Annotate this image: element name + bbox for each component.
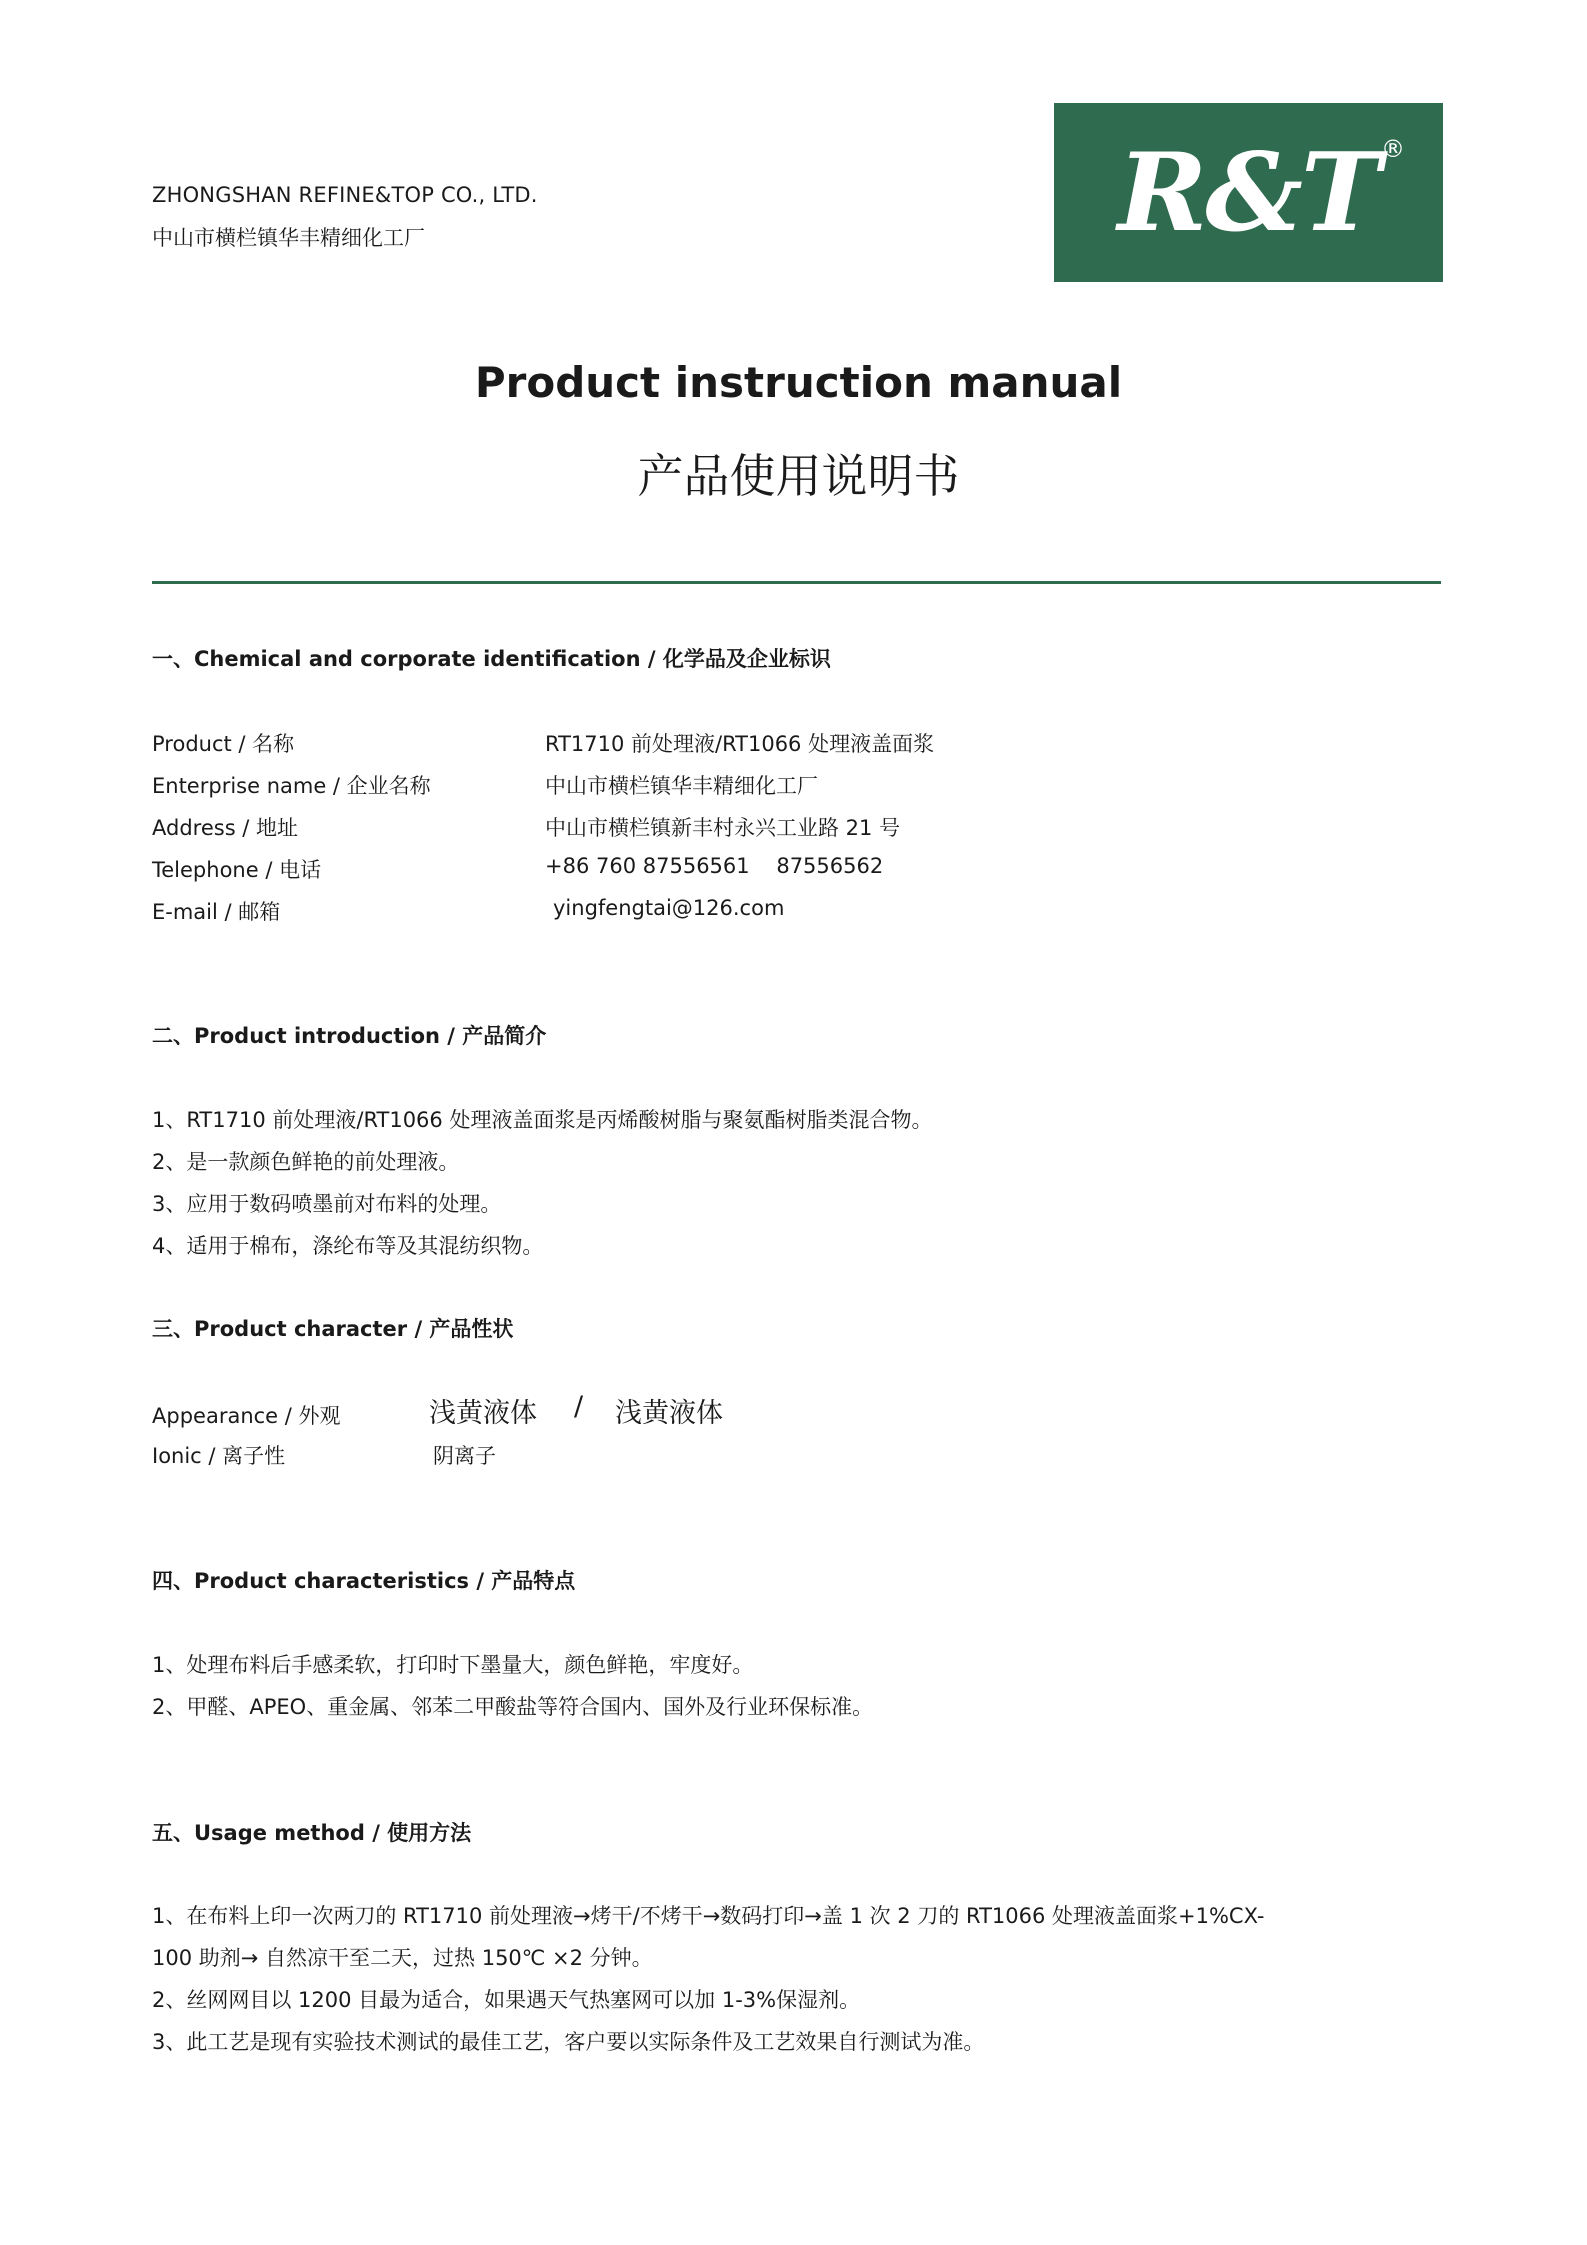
email-label: E-mail / 邮箱 xyxy=(152,900,281,924)
enterprise-value: 中山市横栏镇华丰精细化工厂 xyxy=(545,774,818,798)
product-label: Product / 名称 xyxy=(152,732,295,756)
address-label: Address / 地址 xyxy=(152,816,299,840)
brand-logo xyxy=(1054,103,1443,282)
list-item: 2、甲醛、APEO、重金属、邻苯二甲酸盐等符合国内、国外及行业环保标准。 xyxy=(152,1695,874,1719)
telephone-label: Telephone / 电话 xyxy=(152,858,322,882)
enterprise-label: Enterprise name / 企业名称 xyxy=(152,774,431,798)
list-item: 1、在布料上印一次两刀的 RT1710 前处理液→烤干/不烤干→数码打印→盖 1 次 2 刀的 RT1066 处理液盖面浆+1%CX- xyxy=(152,1904,1265,1928)
section-heading-usage: 五、Usage method / 使用方法 xyxy=(152,1821,472,1845)
appearance-value: 浅黄液体 xyxy=(429,1398,537,1429)
section-heading-characteristics: 四、Product characteristics / 产品特点 xyxy=(152,1569,576,1593)
appearance-value-2: 浅黄液体 xyxy=(615,1398,723,1429)
telephone-value: +86 760 87556561 87556562 xyxy=(545,854,884,878)
appearance-label: Appearance / 外观 xyxy=(152,1404,341,1428)
list-item: 2、是一款颜色鲜艳的前处理液。 xyxy=(152,1150,460,1174)
list-item: 1、RT1710 前处理液/RT1066 处理液盖面浆是丙烯酸树脂与聚氨酯树脂类混合物。 xyxy=(152,1108,933,1132)
product-value: RT1710 前处理液/RT1066 处理液盖面浆 xyxy=(545,732,935,756)
ionic-value: 阴离子 xyxy=(433,1444,496,1468)
header-divider xyxy=(152,581,1441,584)
ionic-label: Ionic / 离子性 xyxy=(152,1444,286,1468)
list-item: 3、此工艺是现有实验技术测试的最佳工艺，客户要以实际条件及工艺效果自行测试为准。 xyxy=(152,2030,985,2054)
section-heading-identification: 一、Chemical and corporate identification / 化学品及企业标识 xyxy=(152,647,831,671)
section-heading-character: 三、Product character / 产品性状 xyxy=(152,1317,514,1341)
list-item: 1、处理布料后手感柔软，打印时下墨量大，颜色鲜艳，牢度好。 xyxy=(152,1653,754,1677)
list-item: 4、适用于棉布，涤纶布等及其混纺织物。 xyxy=(152,1234,544,1258)
company-name-en: ZHONGSHAN REFINE&TOP CO., LTD. xyxy=(152,183,538,207)
document-title-cn: 产品使用说明书 xyxy=(637,449,960,503)
logo-text: R&T xyxy=(1117,129,1380,256)
email-value: yingfengtai@126.com xyxy=(553,896,785,920)
document-title-en: Product instruction manual xyxy=(474,358,1123,407)
appearance-separator: / xyxy=(574,1391,584,1422)
list-item: 2、丝网网目以 1200 目最为适合，如果遇天气热塞网可以加 1-3%保湿剂。 xyxy=(152,1988,861,2012)
company-name-cn: 中山市横栏镇华丰精细化工厂 xyxy=(152,226,425,250)
registered-mark: ® xyxy=(1381,135,1405,163)
list-item: 3、应用于数码喷墨前对布料的处理。 xyxy=(152,1192,502,1216)
list-item-continued: 100 助剂→ 自然凉干至二天，过热 150℃ ×2 分钟。 xyxy=(152,1946,653,1970)
address-value: 中山市横栏镇新丰村永兴工业路 21 号 xyxy=(545,816,901,840)
section-heading-introduction: 二、Product introduction / 产品简介 xyxy=(152,1024,547,1048)
